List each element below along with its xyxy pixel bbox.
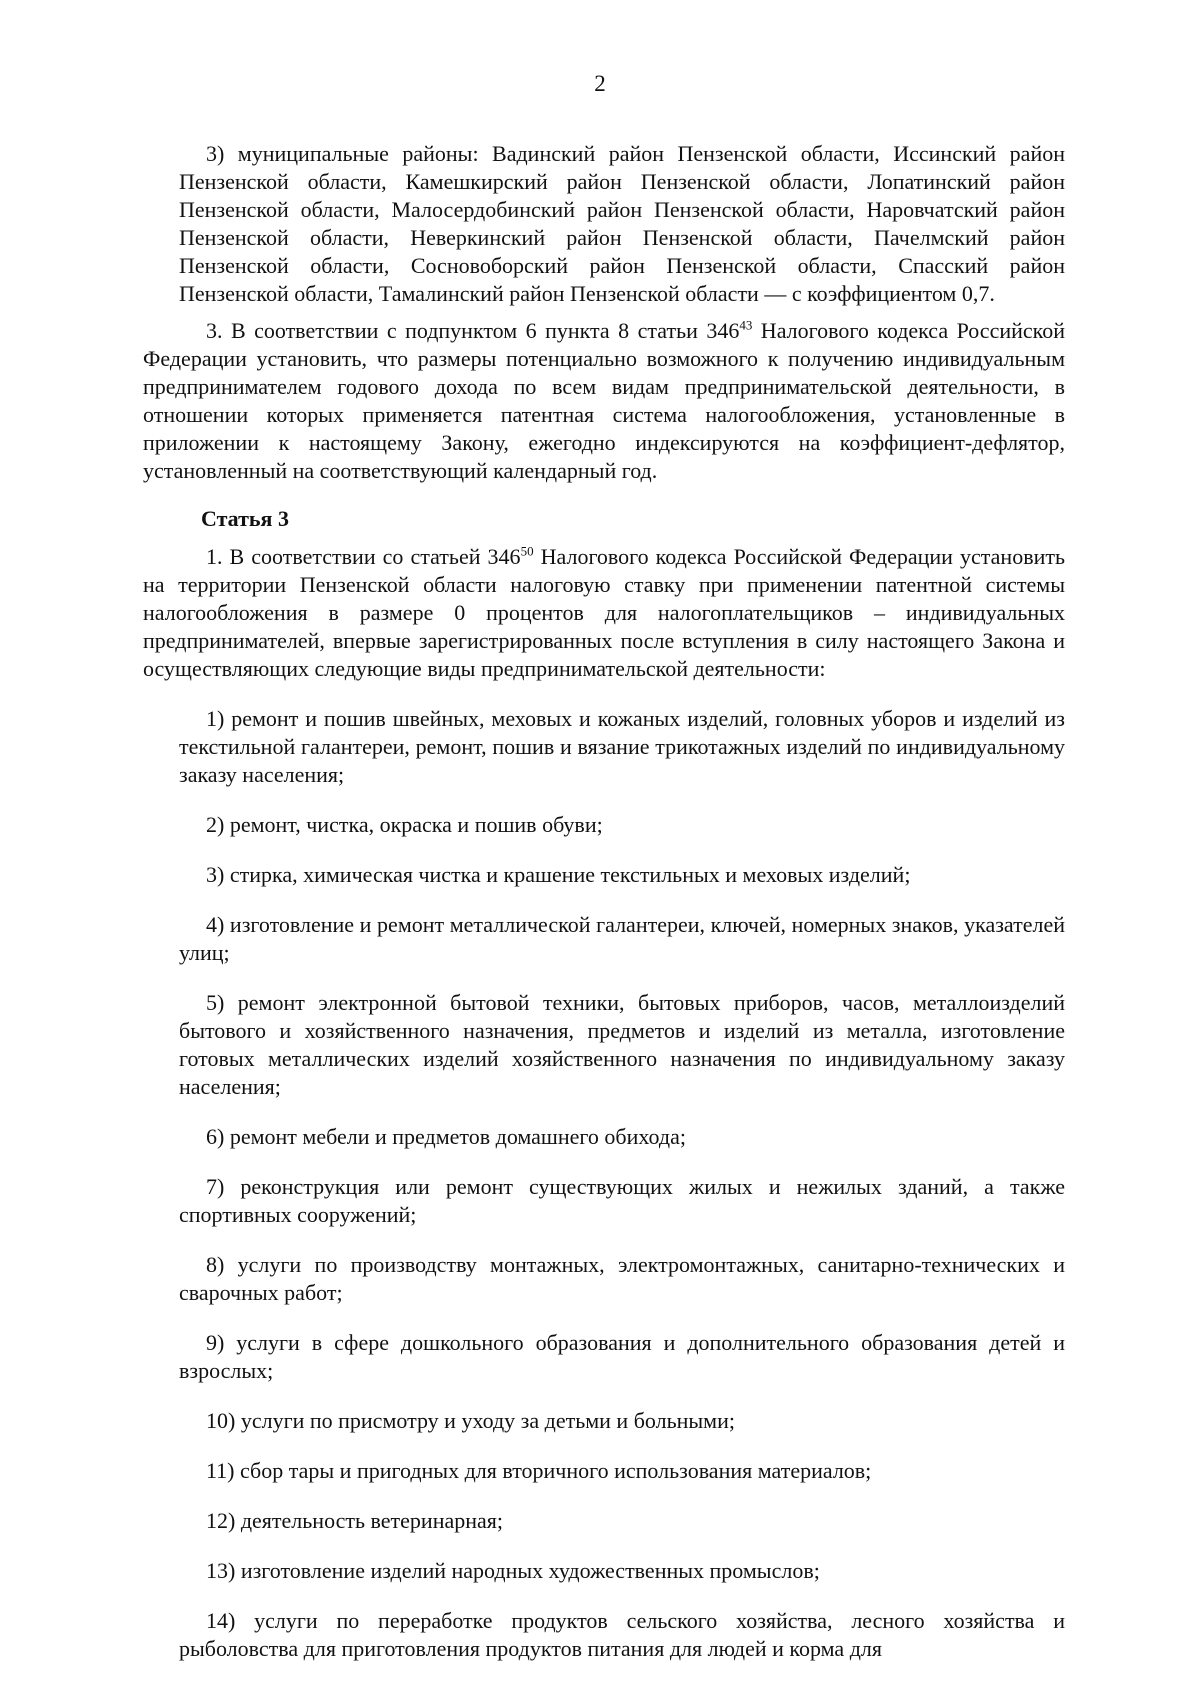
list-item: 2) ремонт, чистка, окраска и пошив обуви;	[206, 812, 603, 837]
superscript: 43	[739, 317, 753, 333]
list-item: 10) услуги по присмотру и уходу за детьми и больными;	[206, 1408, 735, 1433]
list-item: 4) изготовление и ремонт металлической галантереи, ключей, номерных знаков, указателей улиц;	[179, 912, 1065, 965]
paragraph-municipal-districts: 3) муниципальные районы: Вадинский район Пензенской области, Иссинский район Пензенской области, Камешкирский район Пензенской области, Лопатинский район Пензенской области, Малосердобинский район Пензенской области, Наровчатский район Пензенской области, Неверкинский район Пензенской области, Пачелмский район Пензенской области, Сосновоборский район Пензенской области, Спасский район Пензенской области, Тамалинский район Пензенской области — с коэффициентом 0,7.	[179, 141, 1065, 306]
paragraph-text: Налогового кодекса Российской Федерации установить, что размеры потенциально возможного к получению индивидуальным предпринимателем годового дохода по всем видам предпринимательской деятельности, в отношении которых применяется патентная система налогообложения, установленные в приложении к настоящему Закону, ежегодно индексируются на коэффициент-дефлятор, установленный на соответствующий календарный год.	[143, 318, 1065, 483]
paragraph-article-2-point-3	[143, 317, 1065, 485]
paragraph-text: 1. В соответствии со статьей 346	[206, 544, 521, 569]
superscript: 50	[520, 543, 534, 559]
paragraph-text: 3. В соответствии с подпунктом 6 пункта 8 статьи 346	[206, 318, 740, 343]
list-item: 14) услуги по переработке продуктов сельского хозяйства, лесного хозяйства и рыболовства для приготовления продуктов питания для людей и корма для	[179, 1608, 1065, 1661]
list-item: 7) реконструкция или ремонт существующих жилых и нежилых зданий, а также спортивных сооружений;	[179, 1174, 1065, 1227]
list-item: 6) ремонт мебели и предметов домашнего обихода;	[206, 1124, 686, 1149]
list-item: 8) услуги по производству монтажных, электромонтажных, санитарно-технических и сварочных работ;	[179, 1252, 1065, 1305]
paragraph-article-3-point-1	[143, 543, 1065, 683]
list-item: 5) ремонт электронной бытовой техники, бытовых приборов, часов, металлоизделий бытового и хозяйственного назначения, предметов и изделий из металла, изготовление готовых металлических изделий хозяйственного назначения по индивидуальному заказу населения;	[179, 990, 1065, 1099]
list-item: 9) услуги в сфере дошкольного образования и дополнительного образования детей и взрослых;	[179, 1330, 1065, 1383]
list-item: 13) изготовление изделий народных художественных промыслов;	[206, 1558, 820, 1583]
list-item: 3) стирка, химическая чистка и крашение текстильных и меховых изделий;	[206, 862, 911, 887]
article-heading: Статья 3	[201, 506, 289, 531]
paragraph-text: Налогового кодекса Российской Федерации установить на территории Пензенской области налоговую ставку при применении патентной системы налогообложения в размере 0 процентов для налогоплательщиков – индивидуальных предпринимателей, впервые зарегистрированных после вступления в силу настоящего Закона и осуществляющих следующие виды предпринимательской деятельности:	[143, 544, 1065, 681]
page-number: 2	[594, 71, 606, 96]
document-body	[143, 140, 1065, 1672]
list-item: 11) сбор тары и пригодных для вторичного использования материалов;	[206, 1458, 872, 1483]
list-item: 12) деятельность ветеринарная;	[206, 1508, 504, 1533]
list-item: 1) ремонт и пошив швейных, меховых и кожаных изделий, головных уборов и изделий из текстильной галантереи, ремонт, пошив и вязание трикотажных изделий по индивидуальному заказу населения;	[179, 706, 1065, 787]
